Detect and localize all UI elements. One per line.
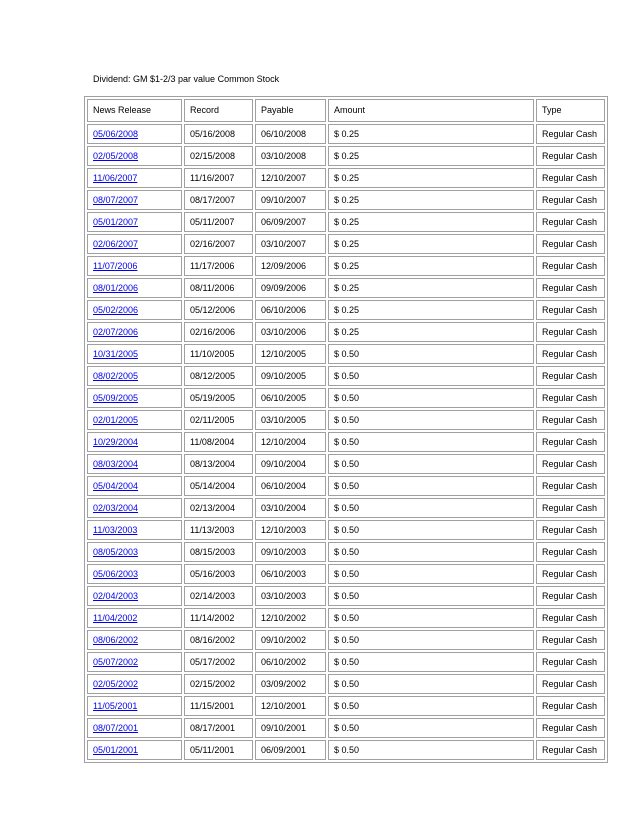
amount-cell: $ 0.50 [328,432,534,452]
table-row [87,520,605,540]
payable-date-cell: 12/10/2004 [255,432,326,452]
news-release-link[interactable]: 10/31/2005 [93,349,139,359]
payable-date-cell: 12/10/2002 [255,608,326,628]
news-release-link[interactable]: 05/01/2001 [93,745,139,755]
news-release-link[interactable]: 08/07/2007 [93,195,139,205]
table-row [87,476,605,496]
news-release-link[interactable]: 05/02/2006 [93,305,139,315]
type-cell: Regular Cash [536,300,605,320]
news-release-cell [87,256,182,276]
payable-date-cell: 06/09/2001 [255,740,326,760]
type-cell: Regular Cash [536,168,605,188]
news-release-cell [87,718,182,738]
news-release-cell [87,146,182,166]
news-release-link[interactable]: 11/06/2007 [93,173,138,183]
news-release-cell [87,454,182,474]
table-row [87,652,605,672]
payable-date-cell: 12/09/2006 [255,256,326,276]
amount-cell: $ 0.50 [328,608,534,628]
news-release-cell [87,234,182,254]
type-cell: Regular Cash [536,234,605,254]
news-release-link[interactable]: 08/07/2001 [93,723,139,733]
table-row [87,190,605,210]
news-release-cell [87,564,182,584]
record-date-cell: 11/16/2007 [184,168,253,188]
news-release-link[interactable]: 11/07/2006 [93,261,138,271]
type-cell: Regular Cash [536,520,605,540]
amount-cell: $ 0.50 [328,344,534,364]
amount-cell: $ 0.50 [328,740,534,760]
amount-cell: $ 0.25 [328,212,534,232]
amount-cell: $ 0.50 [328,564,534,584]
type-cell: Regular Cash [536,630,605,650]
news-release-link[interactable]: 05/06/2008 [93,129,139,139]
news-release-link[interactable]: 08/01/2006 [93,283,139,293]
type-cell: Regular Cash [536,410,605,430]
news-release-cell [87,586,182,606]
payable-date-cell: 12/10/2003 [255,520,326,540]
payable-date-cell: 06/10/2003 [255,564,326,584]
payable-date-cell: 12/10/2001 [255,696,326,716]
table-row [87,454,605,474]
news-release-link[interactable]: 02/03/2004 [93,503,139,513]
news-release-link[interactable]: 05/01/2007 [93,217,139,227]
amount-cell: $ 0.25 [328,322,534,342]
table-row [87,344,605,364]
news-release-link[interactable]: 02/01/2005 [93,415,139,425]
table-row [87,586,605,606]
payable-date-cell: 03/10/2008 [255,146,326,166]
payable-date-cell: 06/10/2002 [255,652,326,672]
type-cell: Regular Cash [536,652,605,672]
table-row [87,696,605,716]
news-release-cell [87,344,182,364]
news-release-cell [87,322,182,342]
record-date-cell: 02/15/2008 [184,146,253,166]
record-date-cell: 05/12/2006 [184,300,253,320]
record-date-cell: 08/11/2006 [184,278,253,298]
record-date-cell: 11/15/2001 [184,696,253,716]
table-row [87,740,605,760]
news-release-link[interactable]: 02/04/2003 [93,591,139,601]
news-release-link[interactable]: 02/06/2007 [93,239,139,249]
amount-cell: $ 0.25 [328,234,534,254]
news-release-cell [87,432,182,452]
table-row [87,564,605,584]
news-release-cell [87,168,182,188]
news-release-link[interactable]: 02/05/2008 [93,151,139,161]
type-cell: Regular Cash [536,454,605,474]
amount-cell: $ 0.50 [328,476,534,496]
table-body [87,124,605,760]
payable-date-cell: 06/10/2005 [255,388,326,408]
record-date-cell: 05/16/2003 [184,564,253,584]
payable-date-cell: 06/10/2004 [255,476,326,496]
news-release-link[interactable]: 11/03/2003 [93,525,138,535]
record-date-cell: 11/13/2003 [184,520,253,540]
type-cell: Regular Cash [536,190,605,210]
header-amount: Amount [328,99,534,122]
news-release-cell [87,674,182,694]
record-date-cell: 11/14/2002 [184,608,253,628]
payable-date-cell: 12/10/2007 [255,168,326,188]
header-payable: Payable [255,99,326,122]
type-cell: Regular Cash [536,498,605,518]
news-release-cell [87,696,182,716]
table-row [87,608,605,628]
record-date-cell: 02/16/2006 [184,322,253,342]
news-release-cell [87,520,182,540]
payable-date-cell: 03/10/2004 [255,498,326,518]
type-cell: Regular Cash [536,586,605,606]
record-date-cell: 11/08/2004 [184,432,253,452]
amount-cell: $ 0.50 [328,674,534,694]
payable-date-cell: 03/10/2003 [255,586,326,606]
type-cell: Regular Cash [536,256,605,276]
record-date-cell: 02/13/2004 [184,498,253,518]
table-row [87,124,605,144]
table-row [87,256,605,276]
amount-cell: $ 0.50 [328,586,534,606]
table-row [87,300,605,320]
payable-date-cell: 09/10/2004 [255,454,326,474]
table-row [87,366,605,386]
amount-cell: $ 0.25 [328,124,534,144]
record-date-cell: 02/16/2007 [184,234,253,254]
amount-cell: $ 0.25 [328,278,534,298]
table-row [87,278,605,298]
record-date-cell: 11/10/2005 [184,344,253,364]
amount-cell: $ 0.50 [328,410,534,430]
payable-date-cell: 03/10/2006 [255,322,326,342]
amount-cell: $ 0.25 [328,168,534,188]
type-cell: Regular Cash [536,124,605,144]
record-date-cell: 05/11/2001 [184,740,253,760]
amount-cell: $ 0.50 [328,542,534,562]
record-date-cell: 08/13/2004 [184,454,253,474]
type-cell: Regular Cash [536,344,605,364]
news-release-link[interactable]: 02/07/2006 [93,327,139,337]
amount-cell: $ 0.50 [328,454,534,474]
news-release-cell [87,630,182,650]
header-type: Type [536,99,605,122]
type-cell: Regular Cash [536,388,605,408]
payable-date-cell: 09/09/2006 [255,278,326,298]
record-date-cell: 11/17/2006 [184,256,253,276]
news-release-cell [87,476,182,496]
type-cell: Regular Cash [536,212,605,232]
news-release-cell [87,608,182,628]
table-row [87,388,605,408]
payable-date-cell: 06/10/2006 [255,300,326,320]
news-release-cell [87,366,182,386]
table-row [87,212,605,232]
header-row [87,99,605,122]
type-cell: Regular Cash [536,674,605,694]
payable-date-cell: 09/10/2005 [255,366,326,386]
news-release-link[interactable]: 05/07/2002 [93,657,139,667]
type-cell: Regular Cash [536,146,605,166]
type-cell: Regular Cash [536,564,605,584]
payable-date-cell: 09/10/2001 [255,718,326,738]
payable-date-cell: 09/10/2007 [255,190,326,210]
news-release-link[interactable]: 08/02/2005 [93,371,139,381]
news-release-cell [87,498,182,518]
amount-cell: $ 0.25 [328,146,534,166]
news-release-link[interactable]: 11/05/2001 [93,701,138,711]
amount-cell: $ 0.50 [328,696,534,716]
type-cell: Regular Cash [536,608,605,628]
news-release-cell [87,300,182,320]
record-date-cell: 08/16/2002 [184,630,253,650]
page-title: Dividend: GM $1-2/3 par value Common Stock [93,74,280,84]
payable-date-cell: 03/09/2002 [255,674,326,694]
record-date-cell: 02/11/2005 [184,410,253,430]
record-date-cell: 02/14/2003 [184,586,253,606]
news-release-cell [87,410,182,430]
news-release-cell [87,190,182,210]
type-cell: Regular Cash [536,696,605,716]
amount-cell: $ 0.25 [328,256,534,276]
news-release-link[interactable]: 08/06/2002 [93,635,139,645]
record-date-cell: 05/19/2005 [184,388,253,408]
news-release-link[interactable]: 08/05/2003 [93,547,139,557]
type-cell: Regular Cash [536,432,605,452]
amount-cell: $ 0.50 [328,718,534,738]
amount-cell: $ 0.50 [328,520,534,540]
payable-date-cell: 06/10/2008 [255,124,326,144]
news-release-cell [87,740,182,760]
record-date-cell: 05/14/2004 [184,476,253,496]
amount-cell: $ 0.50 [328,366,534,386]
record-date-cell: 05/11/2007 [184,212,253,232]
amount-cell: $ 0.25 [328,300,534,320]
table-row [87,322,605,342]
header-record: Record [184,99,253,122]
news-release-link[interactable]: 02/05/2002 [93,679,139,689]
record-date-cell: 08/15/2003 [184,542,253,562]
type-cell: Regular Cash [536,718,605,738]
type-cell: Regular Cash [536,322,605,342]
news-release-link[interactable]: 05/06/2003 [93,569,139,579]
table-row [87,630,605,650]
news-release-cell [87,124,182,144]
header-news-release: News Release [87,99,182,122]
amount-cell: $ 0.50 [328,498,534,518]
payable-date-cell: 03/10/2005 [255,410,326,430]
amount-cell: $ 0.50 [328,652,534,672]
news-release-cell [87,388,182,408]
news-release-link[interactable]: 05/04/2004 [93,481,139,491]
payable-date-cell: 09/10/2003 [255,542,326,562]
payable-date-cell: 03/10/2007 [255,234,326,254]
dividend-table [84,96,608,763]
table-row [87,674,605,694]
table-row [87,718,605,738]
payable-date-cell: 06/09/2007 [255,212,326,232]
record-date-cell: 02/15/2002 [184,674,253,694]
record-date-cell: 08/17/2001 [184,718,253,738]
type-cell: Regular Cash [536,740,605,760]
news-release-cell [87,542,182,562]
news-release-link[interactable]: 11/04/2002 [93,613,138,623]
type-cell: Regular Cash [536,476,605,496]
table-row [87,542,605,562]
amount-cell: $ 0.50 [328,388,534,408]
payable-date-cell: 09/10/2002 [255,630,326,650]
record-date-cell: 08/17/2007 [184,190,253,210]
payable-date-cell: 12/10/2005 [255,344,326,364]
table-row [87,146,605,166]
news-release-link[interactable]: 10/29/2004 [93,437,139,447]
type-cell: Regular Cash [536,366,605,386]
news-release-link[interactable]: 05/09/2005 [93,393,139,403]
record-date-cell: 08/12/2005 [184,366,253,386]
type-cell: Regular Cash [536,278,605,298]
table-row [87,498,605,518]
table-row [87,234,605,254]
table-row [87,168,605,188]
record-date-cell: 05/16/2008 [184,124,253,144]
table-row [87,410,605,430]
news-release-link[interactable]: 08/03/2004 [93,459,139,469]
amount-cell: $ 0.50 [328,630,534,650]
record-date-cell: 05/17/2002 [184,652,253,672]
news-release-cell [87,278,182,298]
news-release-cell [87,212,182,232]
type-cell: Regular Cash [536,542,605,562]
news-release-cell [87,652,182,672]
table-row [87,432,605,452]
amount-cell: $ 0.25 [328,190,534,210]
